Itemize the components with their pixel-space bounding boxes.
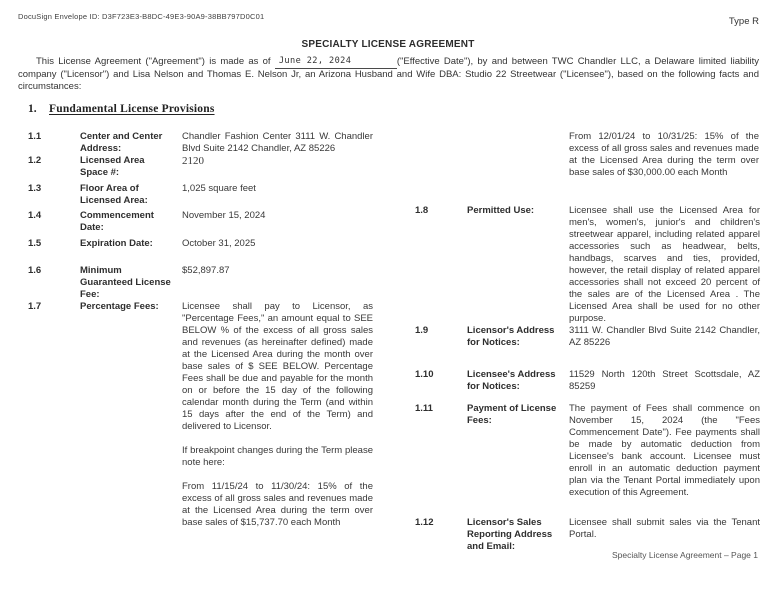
- provision-value: October 31, 2025: [182, 238, 256, 249]
- provision-label: Percentage Fees:: [80, 301, 159, 312]
- provision-label: Center and Center Address:: [80, 131, 163, 154]
- provision-label: Permitted Use:: [467, 205, 535, 216]
- provision-1-2: [28, 155, 373, 179]
- provision-value: 1,025 square feet: [182, 183, 256, 194]
- breakpoint-note-paragraph: If breakpoint changes during the Term please note here:: [182, 445, 373, 468]
- provision-number: 1.12: [415, 517, 434, 528]
- provision-1-6: [28, 265, 373, 301]
- provision-label: Payment of License Fees:: [467, 403, 557, 426]
- page-footer: Specialty License Agreement – Page 1: [611, 550, 758, 560]
- provision-number: 1.5: [28, 238, 42, 249]
- provision-1-3: [28, 183, 373, 207]
- section-title: Fundamental License Provisions: [49, 103, 215, 115]
- provision-number: 1.3: [28, 183, 42, 194]
- provision-value: 11529 North 120th Street Scottsdale, AZ 85259: [569, 369, 760, 392]
- provision-label: Licensee's Address for Notices:: [467, 369, 556, 392]
- effective-date-underline: [275, 56, 397, 69]
- provision-label: Expiration Date:: [80, 238, 153, 249]
- provision-number: 1.1: [28, 131, 42, 142]
- effective-date-field: June 22, 2024: [278, 55, 352, 66]
- provisions-left-column: [28, 131, 373, 529]
- provision-number: 1.2: [28, 155, 42, 166]
- provision-number: 1.10: [415, 369, 434, 380]
- provision-1-7: [28, 301, 373, 529]
- document-type-label: Type R: [728, 16, 759, 27]
- provision-value: Licensee shall submit sales via the Tenant Portal.: [569, 517, 760, 540]
- breakpoint-period-1-paragraph: From 11/15/24 to 11/30/24: 15% of the excess of all gross sales and revenues made at the Licensed Area during the term over base sales of $15,737.70 each Month: [182, 481, 373, 528]
- provision-number: 1.4: [28, 210, 42, 221]
- provision-value: The payment of Fees shall commence on November 15, 2024 (the "Fees Commencement Date"). Fee payments shall be made by automatic deduction from Licensee's bank account. Licensee must enroll in an automatic deduction payment plan via the Tenant Portal immediately upon execution of this Agreement.: [569, 403, 760, 498]
- provision-value: 3111 W. Chandler Blvd Suite 2142 Chandler, AZ 85226: [569, 325, 760, 348]
- provision-1-12: [415, 517, 760, 553]
- provision-1-5: [28, 238, 373, 250]
- document-title: SPECIALTY LICENSE AGREEMENT: [301, 39, 475, 50]
- provision-number: 1.7: [28, 301, 42, 312]
- provision-value: 2120: [182, 155, 204, 167]
- provision-label: Licensed Area Space #:: [80, 155, 145, 178]
- breakpoint-period-2-paragraph: From 12/01/24 to 10/31/25: 15% of the excess of all gross sales and revenues made at the Licensed Area during the term over base sales of $30,000.00 each Month: [569, 131, 759, 178]
- provisions-right-column: [415, 131, 760, 553]
- provision-1-8: [415, 205, 760, 325]
- provisions-columns: [28, 131, 760, 553]
- provision-label: Floor Area of Licensed Area:: [80, 183, 148, 206]
- provision-value: November 15, 2024: [182, 210, 266, 221]
- intro-lead-in: This License Agreement ("Agreement") is made as of: [36, 56, 271, 67]
- intro-paragraph: [18, 56, 759, 94]
- provision-number: 1.9: [415, 325, 429, 336]
- section-heading: [28, 103, 215, 115]
- percentage-fees-paragraph: Licensee shall pay to Licensor, as "Percentage Fees," an amount equal to SEE BELOW % of the excess of all gross sales and revenues (as hereinafter defined) made at the Licensed Area during the month over base sales of $ SEE BELOW. Percentage Fees shall be due and payable for the month on or before the 15 day of the following calendar month during the Term (and within 15 days after the end of the Term) and delivered to Licensor.: [182, 301, 373, 432]
- docusign-envelope-id: DocuSign Envelope ID: D3F723E3-B8DC-49E3-90A9-38BB797D0C01: [18, 12, 265, 21]
- provision-value: Chandler Fashion Center 3111 W. Chandler Blvd Suite 2142 Chandler, AZ 85226: [182, 131, 373, 154]
- provision-number: 1.6: [28, 265, 42, 276]
- provision-1-4: [28, 210, 373, 234]
- provision-number: 1.11: [415, 403, 433, 414]
- provision-1-10: [415, 369, 760, 393]
- provision-number: 1.8: [415, 205, 429, 216]
- provision-label: Minimum Guaranteed License Fee:: [80, 265, 171, 300]
- intro-continuation: ("Effective Date"), by and between TWC Chandler LLC, a Delaware limited liability company ("Licensor") and Lisa Nelson and Thomas E. Nelson Jr, an Arizona Husband and Wife DBA: Studio 22 Streetwear ("Licensee"), based on the following facts and circumstances:: [18, 56, 759, 93]
- provision-label: Licensor's Sales Reporting Address and Email:: [467, 517, 553, 552]
- provision-value: [182, 301, 373, 529]
- provision-label: Licensor's Address for Notices:: [467, 325, 555, 348]
- provision-1-11: [415, 403, 760, 499]
- provision-label: Commencement Date:: [80, 210, 154, 233]
- section-number: 1.: [28, 103, 37, 115]
- provision-1-1: [28, 131, 373, 155]
- provision-1-9: [415, 325, 760, 349]
- provision-value: Licensee shall use the Licensed Area for men's, women's, junior's and children's streetwear apparel, including related apparel accessories such as headwear, belts, handbags, scarves and ties, provided, however, the retail display of related apparel accessories shall not exceed 20 percent of the sales are of the Licensed Area . The Licensed Area shall be used for no other purpose.: [569, 205, 760, 324]
- provision-value: $52,897.87: [182, 265, 230, 276]
